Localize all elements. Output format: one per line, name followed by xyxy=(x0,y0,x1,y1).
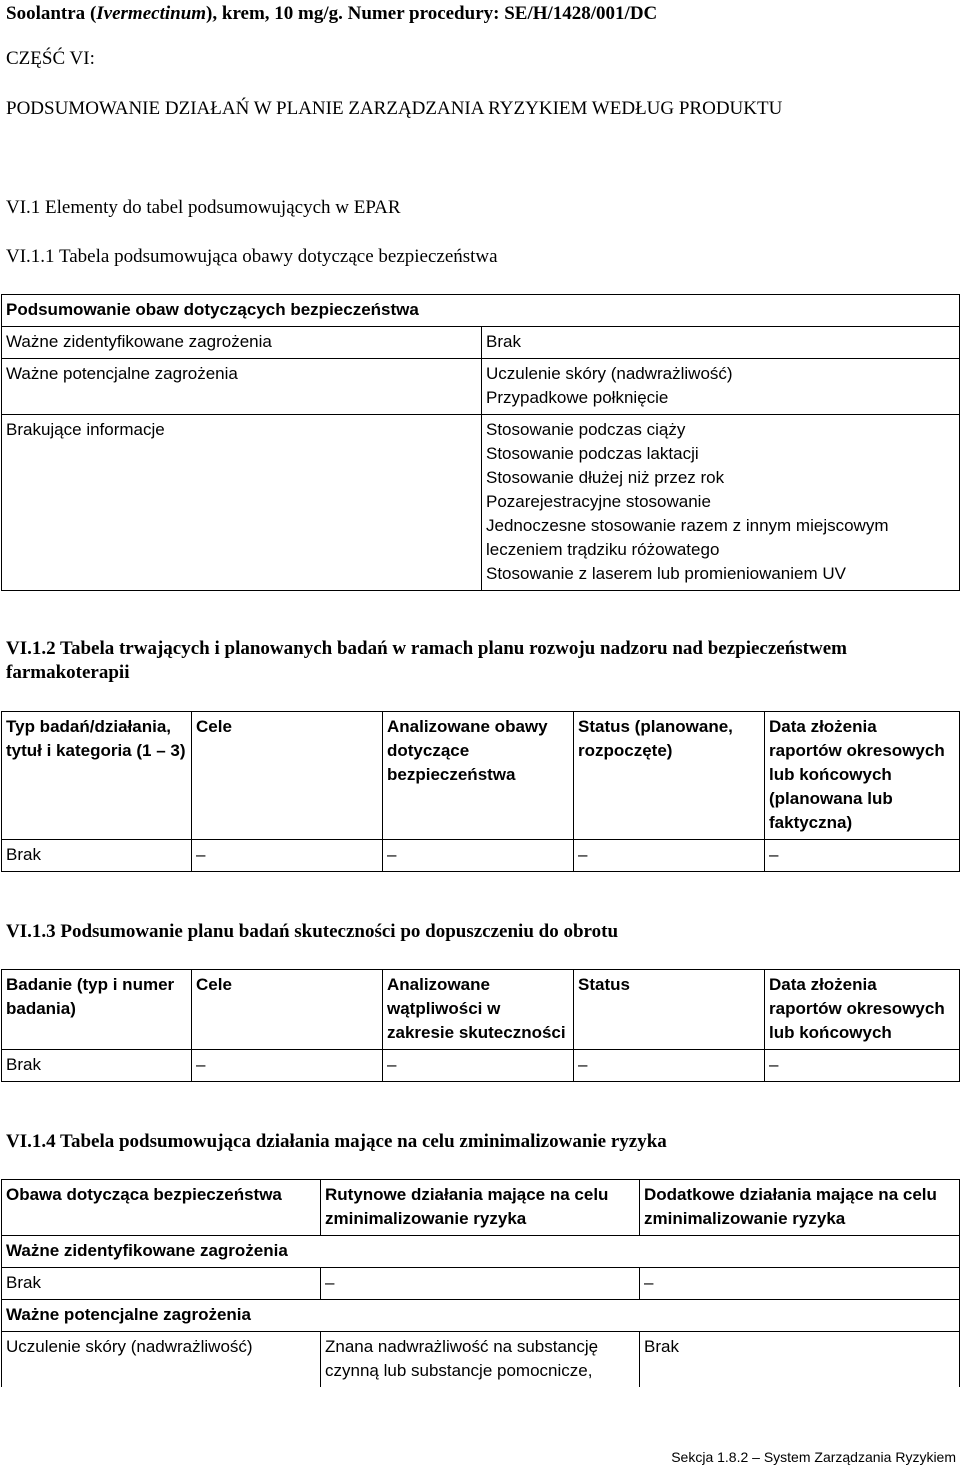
table-row xyxy=(2,1300,960,1332)
active-ingredient: Ivermectinum xyxy=(96,3,207,24)
table2-header-date: Data złożenia raportów okresowych lub końcowych (planowana lub faktyczna) xyxy=(765,712,960,840)
table3-header-status: Status xyxy=(574,970,765,1050)
row-value-identified-risks: Brak xyxy=(482,327,960,359)
table2-cell: – xyxy=(192,840,383,872)
table-row xyxy=(2,359,960,415)
table3-cell: – xyxy=(765,1050,960,1082)
product-name: Soolantra xyxy=(6,3,86,24)
row-value-potential-risks: Uczulenie skóry (nadwrażliwość) Przypadkowe połknięcie xyxy=(482,359,960,415)
table2-cell: – xyxy=(765,840,960,872)
row-label-identified-risks: Ważne zidentyfikowane zagrożenia xyxy=(2,327,482,359)
table3-header-row xyxy=(2,970,960,1050)
table4-cell: Brak xyxy=(640,1332,960,1388)
table3-cell: Brak xyxy=(2,1050,192,1082)
table2-header-status: Status (planowane, rozpoczęte) xyxy=(574,712,765,840)
row-label-potential-risks: Ważne potencjalne zagrożenia xyxy=(2,359,482,415)
section-vi1-heading: VI.1 Elementy do tabel podsumowujących w EPAR xyxy=(6,197,401,218)
table2-header-goals: Cele xyxy=(192,712,383,840)
table2-cell: – xyxy=(574,840,765,872)
table-row xyxy=(2,415,960,591)
section-vi12-heading: VI.1.2 Tabela trwających i planowanych badań w ramach planu rozwoju nadzoru nad bezpieczeństwem farmakoterapii xyxy=(6,638,847,683)
table-row xyxy=(2,1268,960,1300)
table3-header-study: Badanie (typ i numer badania) xyxy=(2,970,192,1050)
section-vi14-heading: VI.1.4 Tabela podsumowująca działania mające na celu zminimalizowanie ryzyka xyxy=(6,1131,667,1152)
table2-header-concerns: Analizowane obawy dotyczące bezpieczeństwa xyxy=(383,712,574,840)
table1-header: Podsumowanie obaw dotyczących bezpieczeństwa xyxy=(2,295,960,327)
risk-minimisation-table xyxy=(1,1179,960,1387)
table4-cell: Znana nadwrażliwość na substancję czynną lub substancje pomocnicze, xyxy=(321,1332,640,1388)
table4-cell: – xyxy=(640,1268,960,1300)
table3-cell: – xyxy=(574,1050,765,1082)
table3-cell: – xyxy=(192,1050,383,1082)
table3-header-date: Data złożenia raportów okresowych lub końcowych xyxy=(765,970,960,1050)
section-vi13-heading: VI.1.3 Podsumowanie planu badań skuteczności po dopuszczeniu do obrotu xyxy=(6,921,619,942)
row-label-missing-information: Brakujące informacje xyxy=(2,415,482,591)
section-vi11-heading: VI.1.1 Tabela podsumowująca obawy dotyczące bezpieczeństwa xyxy=(6,246,498,267)
main-title: PODSUMOWANIE DZIAŁAŃ W PLANIE ZARZĄDZANIA RYZYKIEM WEDŁUG PRODUKTU xyxy=(6,98,783,119)
ongoing-studies-table xyxy=(1,711,960,872)
table-row xyxy=(2,1050,960,1082)
table3-header-goals: Cele xyxy=(192,970,383,1050)
table-row xyxy=(2,1332,960,1388)
table4-header-routine: Rutynowe działania mające na celu zminimalizowanie ryzyka xyxy=(321,1180,640,1236)
efficacy-studies-table xyxy=(1,969,960,1082)
table4-header-concern: Obawa dotycząca bezpieczeństwa xyxy=(2,1180,321,1236)
table4-header-additional: Dodatkowe działania mające na celu zminimalizowanie ryzyka xyxy=(640,1180,960,1236)
table2-cell: – xyxy=(383,840,574,872)
table4-header-row xyxy=(2,1180,960,1236)
table-row xyxy=(2,1236,960,1268)
page-footer: Sekcja 1.8.2 – System Zarządzania Ryzykiem xyxy=(671,1449,956,1465)
table4-cell: Uczulenie skóry (nadwrażliwość) xyxy=(2,1332,321,1388)
table4-cell: Brak xyxy=(2,1268,321,1300)
table4-subhead-potential: Ważne potencjalne zagrożenia xyxy=(2,1300,960,1332)
table2-cell: Brak xyxy=(2,840,192,872)
document-header: Soolantra (Ivermectinum), krem, 10 mg/g. Numer procedury: SE/H/1428/001/DC xyxy=(6,3,658,24)
table2-header-row xyxy=(2,712,960,840)
table3-header-doubts: Analizowane wątpliwości w zakresie skuteczności xyxy=(383,970,574,1050)
table3-cell: – xyxy=(383,1050,574,1082)
safety-concerns-table xyxy=(1,294,960,591)
table4-cell: – xyxy=(321,1268,640,1300)
part-title: CZĘŚĆ VI: xyxy=(6,48,95,69)
table-row xyxy=(2,327,960,359)
table4-subhead-identified: Ważne zidentyfikowane zagrożenia xyxy=(2,1236,960,1268)
table-row xyxy=(2,840,960,872)
row-value-missing-information: Stosowanie podczas ciąży Stosowanie podczas laktacji Stosowanie dłużej niż przez rok Pozarejestracyjne stosowanie Jednoczesne stosowanie razem z innym miejscowym leczeniem trądziku różowatego Stosowanie z laserem lub promieniowaniem UV xyxy=(482,415,960,591)
table2-header-type: Typ badań/działania, tytuł i kategoria (1 – 3) xyxy=(2,712,192,840)
procedure-number: ), krem, 10 mg/g. Numer procedury: SE/H/1428/001/DC xyxy=(206,3,658,24)
